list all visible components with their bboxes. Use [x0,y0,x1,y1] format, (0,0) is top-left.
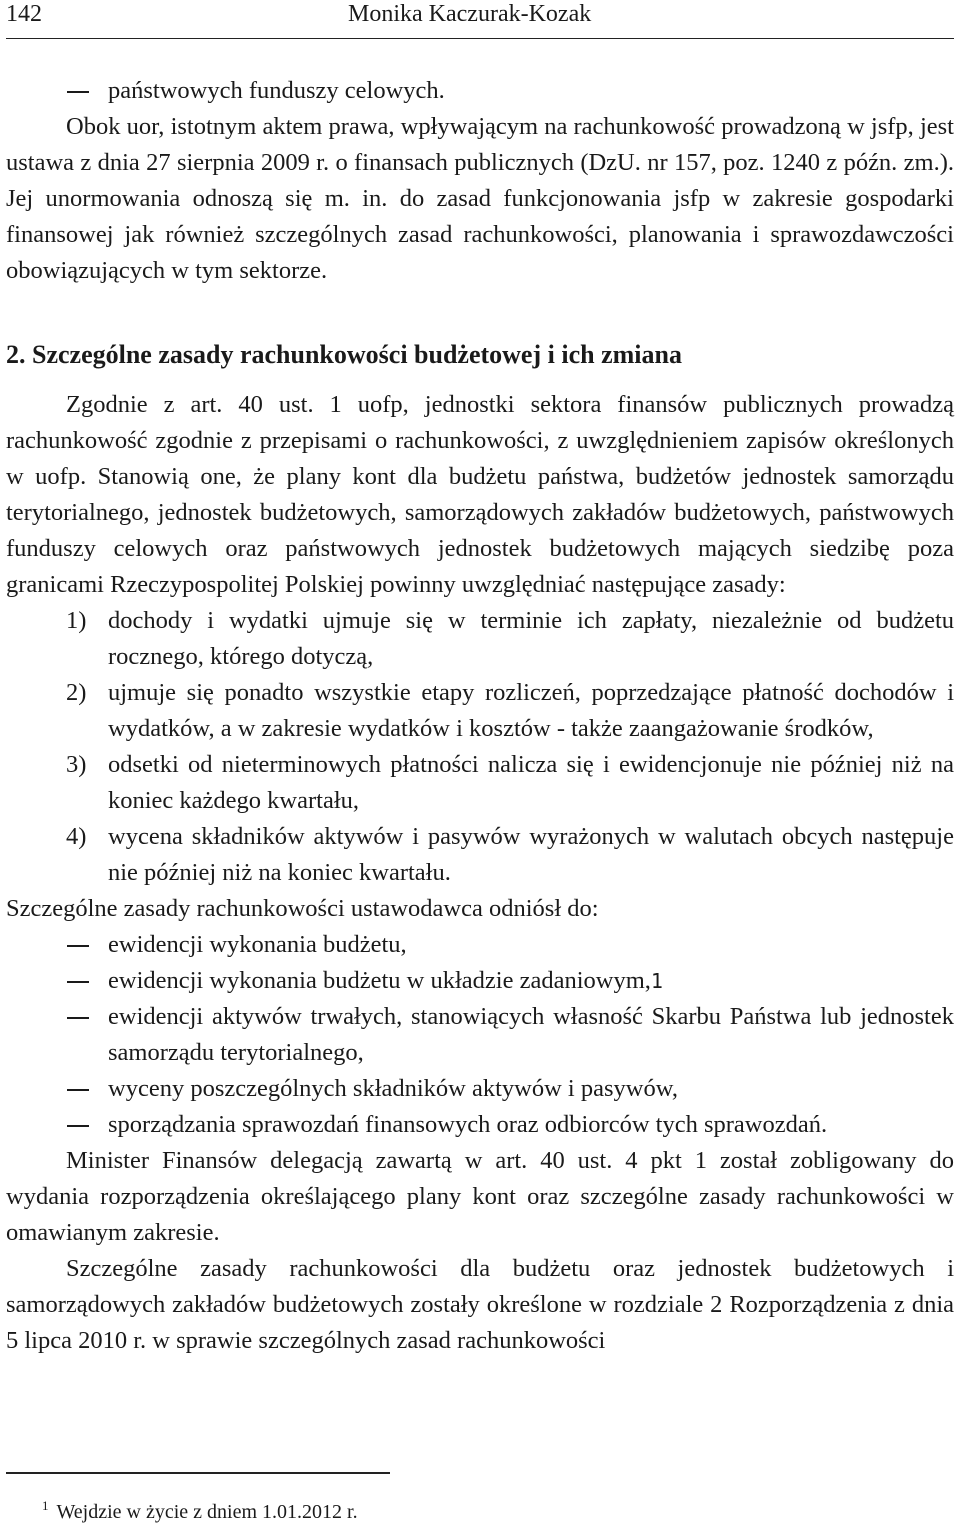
document-page [6,0,954,1523]
list-text: ewidencji wykonania budżetu, [108,931,407,958]
list-text: ewidencji wykonania budżetu w układzie zadaniowym, [108,967,651,994]
list-text: sporządzania sprawozdań finansowych oraz odbiorców tych sprawozdań. [108,1111,828,1138]
list-item [6,675,954,747]
footnote-divider [6,1472,390,1474]
page-number: 142 [6,1,42,27]
list-item [6,1107,954,1143]
lead-in-text: Szczególne zasady rachunkowości ustawodawca odniósł do: [6,895,599,922]
list-item [6,999,954,1071]
intro-paragraph: Obok uor, istotnym aktem prawa, wpływającym na rachunkowość prowadzoną w jsfp, jest ustawa z dnia 27 sierpnia 2009 r. o finansach publicznych (DzU. nr 157, poz. 1240 z późn. zm.). Jej unormowania odnoszą się m. in. do zasad funkcjonowania jsfp w zakresie gospodarki finansowej jak również szczególnych zasad rachunkowości, planowania i sprawozdawczości obowiązujących w tym sektorze. [6,113,954,284]
rules-list [6,603,954,891]
running-head-author: Monika Kaczurak-Kozak [348,1,592,27]
list-number: 1) [66,607,87,634]
list-item [6,747,954,819]
list-text: wyceny poszczególnych składników aktywów i pasywów, [108,1075,678,1102]
list-item [6,963,954,999]
list-item [6,1071,954,1107]
paragraph-minister: Minister Finansów delegacją zawartą w art. 40 ust. 4 pkt 1 został zobligowany do wydania rozporządzenia określającego plany kont oraz szczególne zasady rachunkowości w omawianym zakresie. [6,1147,954,1246]
footnote [42,1492,358,1526]
scope-list [6,927,954,1143]
list-item [6,819,954,891]
list-item [6,603,954,675]
section-heading: 2. Szczególne zasady rachunkowości budżetowej i ich zmiana [6,340,682,369]
list-text: ujmuje się ponadto wszystkie etapy rozliczeń, poprzedzające płatność dochodów i wydatków, a w zakresie wydatków i kosztów - także zaangażowanie środków, [108,679,954,742]
list-text: dochody i wydatki ujmuje się w terminie ich zapłaty, niezależnie od budżetu rocznego, którego dotyczą, [108,607,954,670]
list-number: 2) [66,679,87,706]
list-text: ewidencji aktywów trwałych, stanowiących własność Skarbu Państwa lub jednostek samorządu terytorialnego, [108,1003,954,1066]
list-text: odsetki od nieterminowych płatności nalicza się i ewidencjonuje nie później niż na koniec każdego kwartału, [108,751,954,814]
footnote-marker: 1 [42,1498,49,1513]
list-text: wycena składników aktywów i pasywów wyrażonych w walutach obcych następuje nie później niż na koniec kwartału. [108,823,954,886]
section-paragraph: Zgodnie z art. 40 ust. 1 uofp, jednostki sektora finansów publicznych prowadzą rachunkowość zgodnie z przepisami o rachunkowości, z uwzględnieniem zapisów określonych w uofp. Stanowią one, że plany kont dla budżetu państwa, budżetów jednostek samorządu terytorialnego, jednostek budżetowych, samorządowych zakładów budżetowych, państwowych funduszy celowych oraz państwowych jednostek budżetowych mających siedzibę poza granicami Rzeczypospolitej Polskiej powinny uwzględniać następujące zasady: [6,391,954,598]
body-text [6,73,954,1359]
intro-dash-list [6,73,954,109]
paragraph-regulation: Szczególne zasady rachunkowości dla budżetu oraz jednostek budżetowych i samorządowych zakładów budżetowych zostały określone w rozdziale 2 Rozporządzenia z dnia 5 lipca 2010 r. w sprawie szczególnych zasad rachunkowości [6,1255,954,1354]
list-number: 3) [66,751,87,778]
list-item: państwowych funduszy celowych. [6,73,954,109]
list-item [6,927,954,963]
footnote-reference[interactable]: 1 [650,969,663,993]
running-header [6,0,954,39]
list-number: 4) [66,823,87,850]
footnote-text: Wejdzie w życie z dniem 1.01.2012 r. [56,1501,358,1523]
